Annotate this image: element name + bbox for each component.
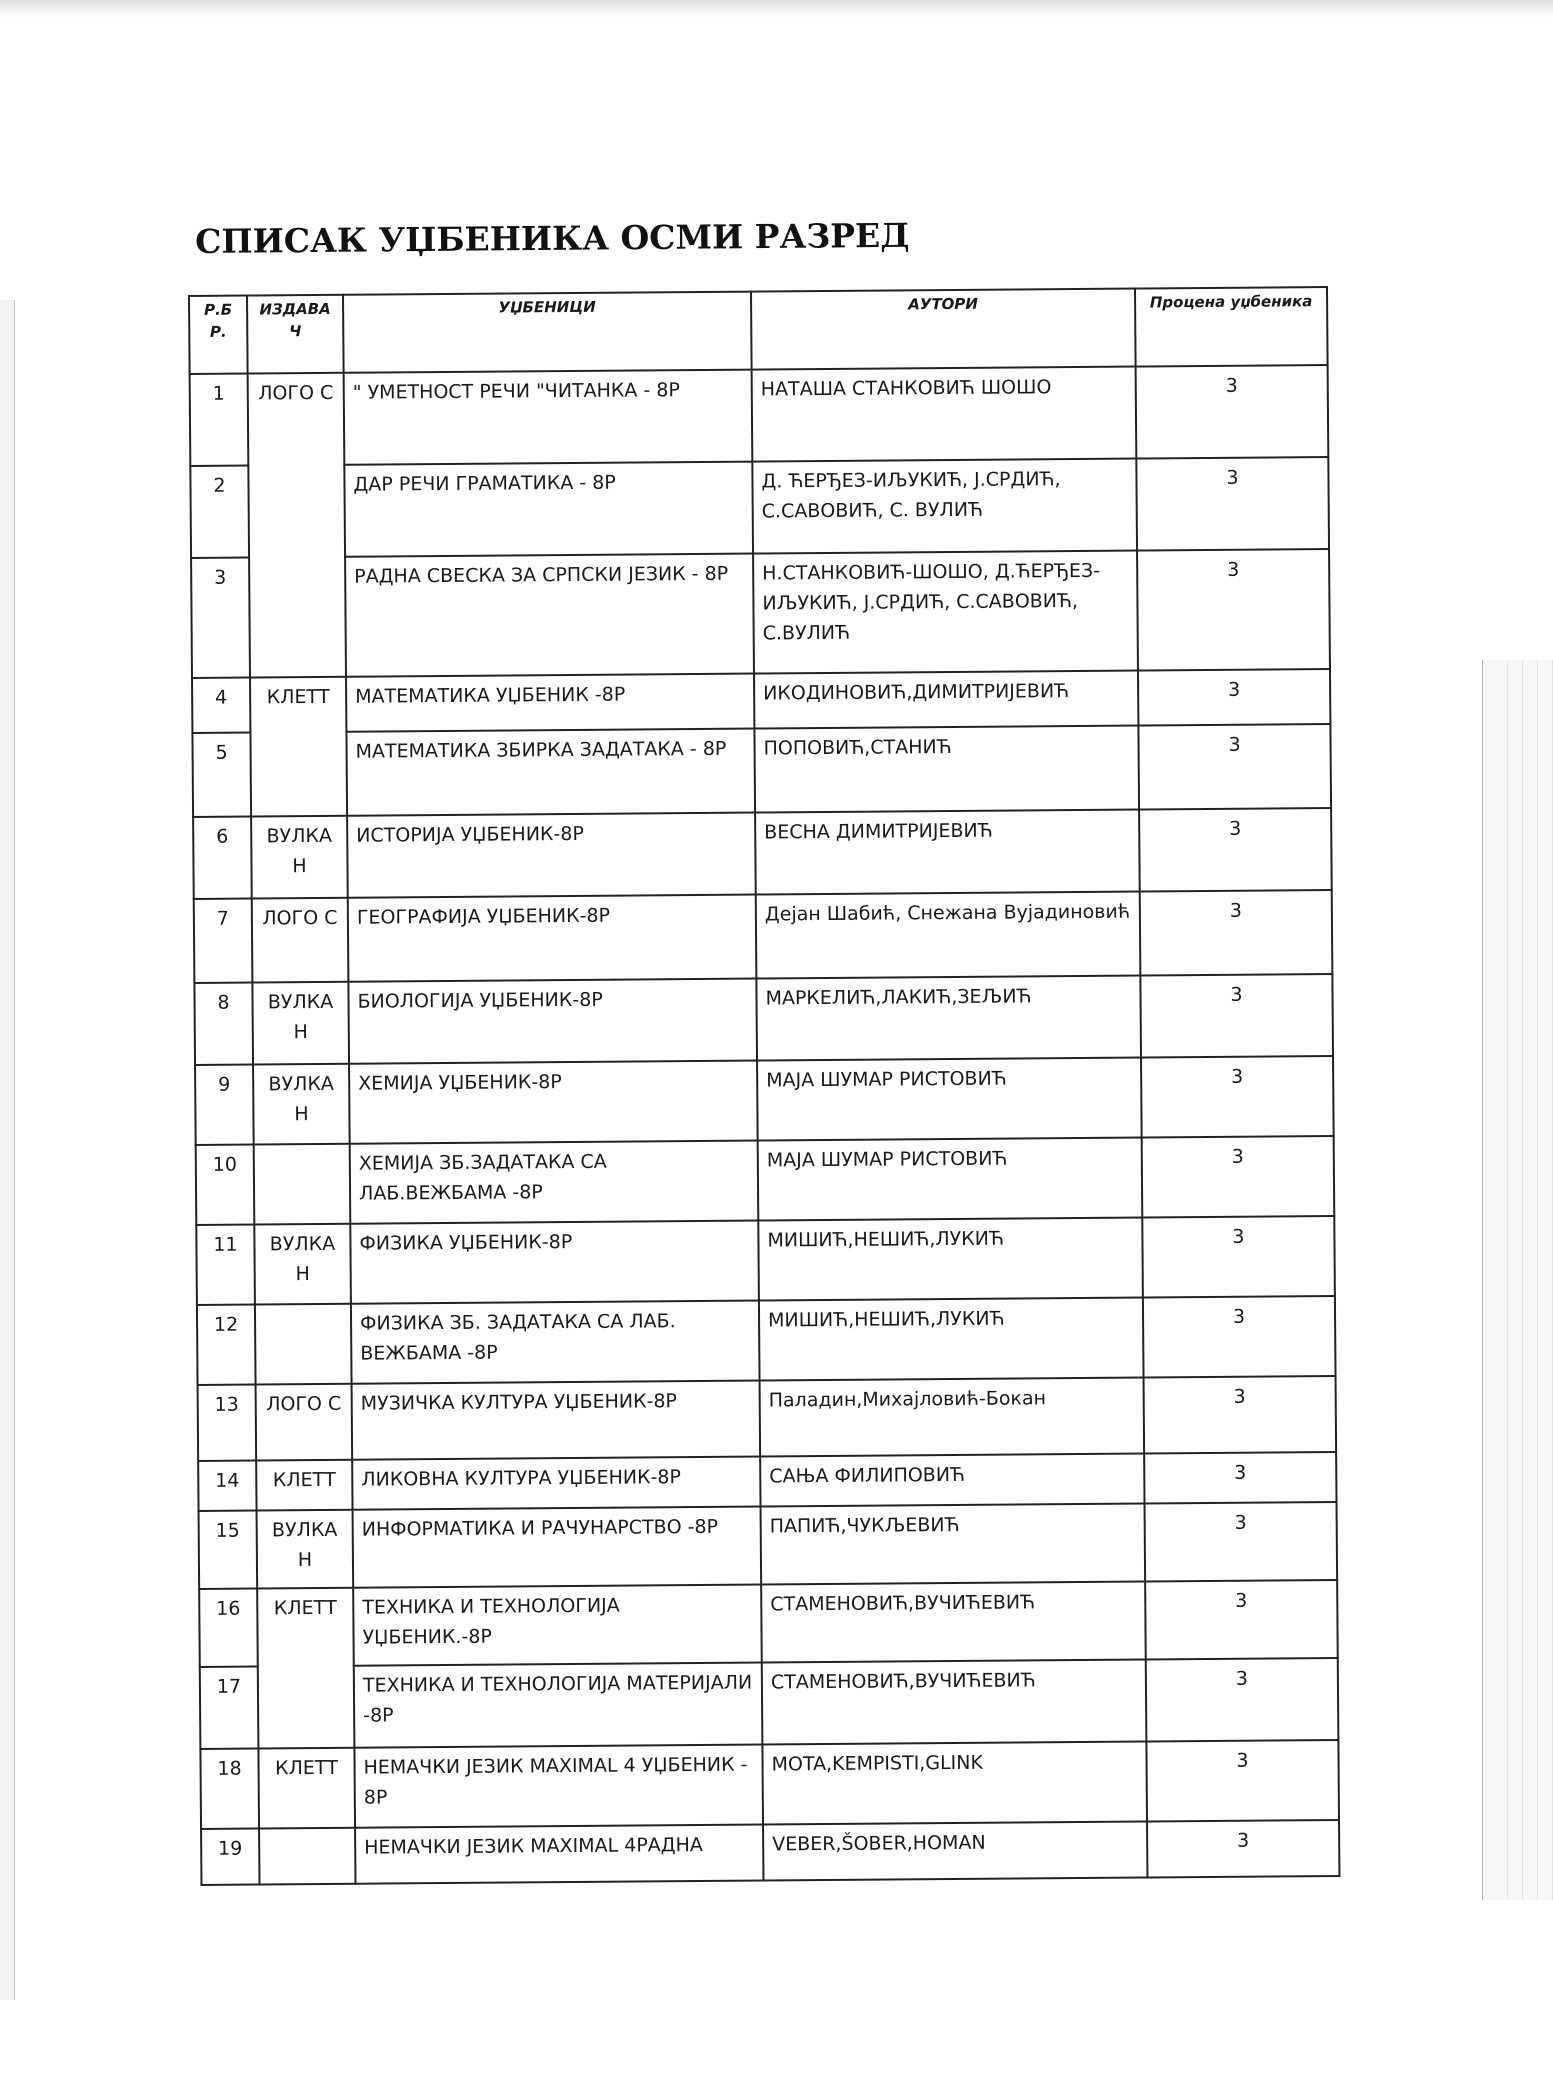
cell-book: ХЕМИЈА УЏБЕНИК-8Р [349,1061,758,1144]
cell-count: 3 [1142,1136,1335,1218]
cell-book: ИНФОРМАТИКА И РАЧУНАРСТВО -8Р [353,1507,762,1588]
cell-count: 3 [1146,1658,1339,1742]
cell-book: МУЗИЧКА КУЛТУРА УЏБЕНИК-8Р [352,1381,761,1460]
cell-count: 3 [1136,457,1329,551]
cell-author: НАТАША СТАНКОВИЋ ШОШО [752,367,1137,462]
cell-num: 16 [199,1588,258,1666]
table-row [194,974,1333,1065]
cell-publisher: ВУЛКА Н [254,1224,351,1305]
cell-author: СТАМЕНОВИЋ,ВУЧИЋЕВИЋ [762,1660,1147,1745]
table-row [190,365,1329,466]
cell-num: 2 [190,466,249,558]
cell-book: ДАР РЕЧИ ГРАМАТИКА - 8Р [344,462,753,557]
table-row [195,1056,1334,1145]
cell-publisher: КЛЕТТ [256,1460,352,1511]
table-row [191,549,1330,678]
page-top-edge [0,0,1553,18]
cell-publisher: ЛОГО С [248,373,346,678]
cell-num: 9 [195,1065,254,1145]
table-row [200,1740,1339,1829]
table-row [192,724,1331,817]
cell-count: 3 [1138,724,1331,810]
cell-publisher [255,1304,352,1385]
cell-book: МАТЕМАТИКА ЗБИРКА ЗАДАТАКА - 8Р [346,729,755,816]
cell-num: 14 [198,1461,256,1511]
cell-count: 3 [1146,1740,1339,1822]
cell-publisher: ЛОГО С [252,898,349,983]
cell-author: СТАМЕНОВИЋ,ВУЧИЋЕВИЋ [761,1582,1146,1663]
table-row [199,1502,1338,1589]
cell-book: БИОЛОГИЈА УЏБЕНИК-8Р [348,979,757,1064]
cell-book: ТЕХНИКА И ТЕХНОЛОГИЈА УЏБЕНИК.-8Р [353,1585,762,1666]
table-row [190,457,1329,558]
cell-count: 3 [1144,1452,1336,1504]
table-row [196,1216,1335,1305]
header-publisher: ИЗДАВА Ч [247,295,344,374]
cell-book: ФИЗИКА ЗБ. ЗАДАТАКА СА ЛАБ. ВЕЖБАМА -8Р [351,1301,760,1384]
cell-count: 3 [1136,365,1329,459]
table-row [192,669,1330,733]
cell-publisher [254,1144,351,1225]
cell-count: 3 [1143,1296,1336,1378]
header-count: Процена уџбеника [1135,287,1328,367]
cell-count: 3 [1142,1216,1335,1298]
document-title: СПИСАК УЏБЕНИКА ОСМИ РАЗРЕД [195,215,910,261]
cell-num: 6 [193,817,252,899]
cell-num: 7 [194,899,253,983]
cell-author: МИШИЋ,НЕШИЋ,ЛУКИЋ [759,1298,1144,1381]
table-row [196,1136,1335,1225]
cell-book: ЛИКОВНА КУЛТУРА УЏБЕНИК-8Р [352,1457,760,1510]
cell-num: 3 [191,558,250,678]
cell-author: ПАПИЋ,ЧУКЉЕВИЋ [761,1504,1146,1585]
cell-author: ВЕСНА ДИМИТРИЈЕВИЋ [755,810,1140,895]
cell-author: МИШИЋ,НЕШИЋ,ЛУКИЋ [758,1218,1143,1301]
cell-author: Д. ЋЕРЂЕЗ-ИЉУКИЋ, Ј.СРДИЋ, С.САВОВИЋ, С. ВУЛИЋ [752,459,1137,554]
table-row [200,1658,1339,1749]
cell-book: ХЕМИЈА ЗБ.ЗАДАТАКА СА ЛАБ.ВЕЖБАМА -8Р [350,1141,759,1224]
cell-author: Дејан Шабић, Снежана Вујадиновић [756,892,1141,979]
cell-publisher: ВУЛКА Н [251,816,348,899]
cell-publisher [259,1828,355,1885]
cell-count: 3 [1147,1820,1339,1878]
cell-count: 3 [1139,808,1332,892]
cell-author: Н.СТАНКОВИЋ-ШОШО, Д.ЋЕРЂЕЗ-ИЉУКИЋ, Ј.СРДИЋ, С.САВОВИЋ, С.ВУЛИЋ [753,551,1138,674]
cell-num: 18 [200,1748,259,1828]
cell-num: 13 [198,1385,257,1461]
table-row [193,808,1332,899]
cell-book: " УМЕТНОСТ РЕЧИ "ЧИТАНКА - 8Р [344,370,753,465]
cell-count: 3 [1138,669,1330,726]
cell-num: 12 [197,1305,256,1385]
cell-count: 3 [1145,1502,1338,1582]
table-header-row [189,287,1328,374]
header-num: Р.Б Р. [189,296,248,374]
cell-count: 3 [1140,974,1333,1058]
cell-publisher: КЛЕТТ [257,1588,354,1749]
cell-publisher: ЛОГО С [256,1384,353,1461]
cell-book: РАДНА СВЕСКА ЗА СРПСКИ ЈЕЗИК - 8Р [345,554,754,677]
cell-author: ИКОДИНОВИЋ,ДИМИТРИЈЕВИЋ [754,671,1138,729]
textbook-table-wrapper [188,286,1338,1886]
cell-num: 10 [196,1145,255,1225]
cell-author: Паладин,Михајловић-Бокан [760,1378,1145,1457]
cell-author: САЊА ФИЛИПОВИЋ [760,1454,1144,1507]
cell-author: MOTA,KEMPISTI,GLINK [762,1742,1147,1825]
cell-publisher: ВУЛКА Н [253,1064,350,1145]
cell-count: 3 [1137,549,1330,671]
cell-count: 3 [1144,1376,1337,1454]
cell-author: ПОПОВИЋ,СТАНИЋ [754,726,1139,813]
cell-publisher: КЛЕТТ [250,677,347,817]
cell-count: 3 [1145,1580,1338,1660]
cell-book: МАТЕМАТИКА УЏБЕНИК -8Р [346,674,754,732]
cell-num: 8 [194,983,253,1065]
cell-publisher: ВУЛКА Н [252,982,349,1065]
header-authors: АУТОРИ [751,289,1136,370]
table-row [199,1580,1338,1667]
cell-book: ФИЗИКА УЏБЕНИК-8Р [350,1221,759,1304]
header-books: УЏБЕНИЦИ [343,292,752,373]
cell-book: НЕМАЧКИ ЈЕЗИК MAXIMAL 4РАДНА [355,1825,763,1884]
table-row [198,1452,1336,1511]
cell-publisher: КЛЕТТ [258,1748,355,1829]
cell-num: 11 [196,1225,255,1305]
cell-book: ИСТОРИЈА УЏБЕНИК-8Р [347,813,756,898]
cell-publisher: ВУЛКА Н [257,1510,354,1589]
cell-count: 3 [1140,890,1333,976]
cell-book: ТЕХНИКА И ТЕХНОЛОГИЈА МАТЕРИЈАЛИ -8Р [354,1663,763,1748]
cell-author: МАЈА ШУМАР РИСТОВИЋ [757,1058,1142,1141]
textbook-table [188,286,1340,1886]
cell-book: ГЕОГРАФИЈА УЏБЕНИК-8Р [348,895,757,982]
table-row [201,1820,1339,1885]
background-sheet-left [0,300,15,2000]
background-sheet-right [1482,660,1553,1900]
cell-author: VEBER,ŠOBER,HOMAN [763,1822,1147,1881]
cell-author: МАЈА ШУМАР РИСТОВИЋ [758,1138,1143,1221]
table-row [197,1296,1336,1385]
cell-num: 4 [192,678,250,733]
cell-count: 3 [1141,1056,1334,1138]
table-row [194,890,1333,983]
cell-num: 5 [192,733,251,817]
cell-num: 15 [199,1510,258,1588]
cell-num: 1 [190,374,249,466]
cell-book: НЕМАЧКИ ЈЕЗИК MAXIMAL 4 УЏБЕНИК - 8Р [354,1745,763,1828]
cell-num: 19 [201,1828,259,1884]
cell-num: 17 [200,1666,259,1748]
cell-author: МАРКЕЛИЋ,ЛАКИЋ,ЗЕЉИЋ [756,976,1141,1061]
table-row [198,1376,1337,1461]
